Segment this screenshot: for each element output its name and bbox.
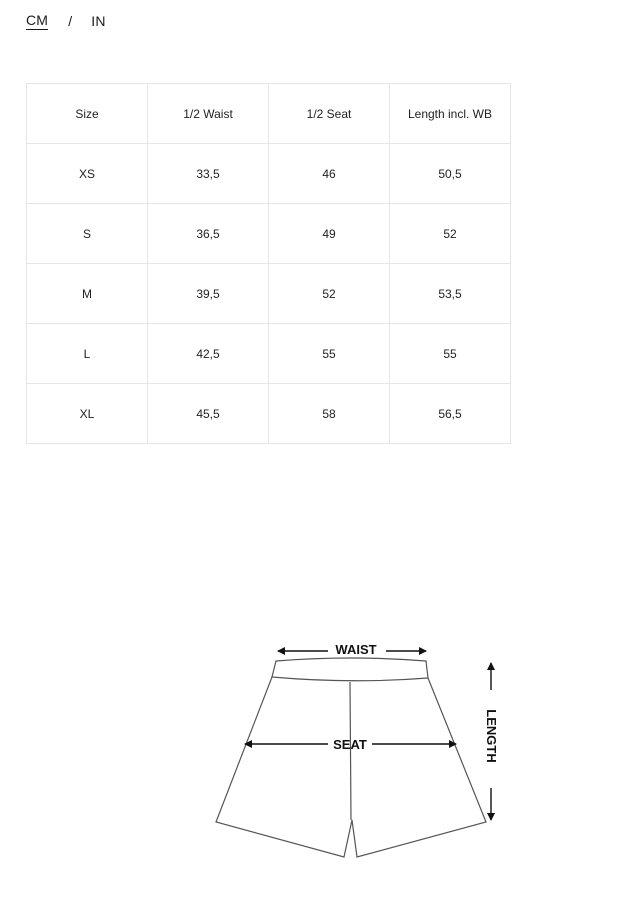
header-half-seat: 1/2 Seat [269,84,390,144]
table-cell: 52 [269,264,390,324]
table-cell: 56,5 [390,384,511,444]
table-cell: 49 [269,204,390,264]
seat-label: SEAT [333,737,367,752]
header-length: Length incl. WB [390,84,511,144]
table-header-row [27,84,511,144]
unit-in-option[interactable]: IN [91,12,106,29]
table-cell: 50,5 [390,144,511,204]
header-size: Size [27,84,148,144]
table-row [27,144,511,204]
unit-separator: / [68,13,73,29]
table-cell: S [27,204,148,264]
shorts-outline [216,658,486,857]
unit-cm-option[interactable]: CM [26,12,49,28]
table-row [27,384,511,444]
shorts-measurement-diagram [200,630,510,870]
table-cell: 55 [269,324,390,384]
table-cell: 52 [390,204,511,264]
table-cell: 58 [269,384,390,444]
unit-toggle [26,12,106,30]
size-chart-table [26,83,511,444]
waist-measure [278,642,426,657]
header-half-waist: 1/2 Waist [148,84,269,144]
table-cell: 45,5 [148,384,269,444]
length-label: LENGTH [484,709,499,763]
table-cell: XL [27,384,148,444]
table-row [27,204,511,264]
seat-measure [245,737,456,752]
table-cell: XS [27,144,148,204]
table-cell: 36,5 [148,204,269,264]
table-cell: 42,5 [148,324,269,384]
table-cell: 39,5 [148,264,269,324]
table-cell: M [27,264,148,324]
table-cell: L [27,324,148,384]
table-cell: 46 [269,144,390,204]
table-row [27,324,511,384]
waist-label: WAIST [335,642,377,657]
table-cell: 55 [390,324,511,384]
table-cell: 33,5 [148,144,269,204]
table-row [27,264,511,324]
table-cell: 53,5 [390,264,511,324]
length-measure [484,663,499,820]
